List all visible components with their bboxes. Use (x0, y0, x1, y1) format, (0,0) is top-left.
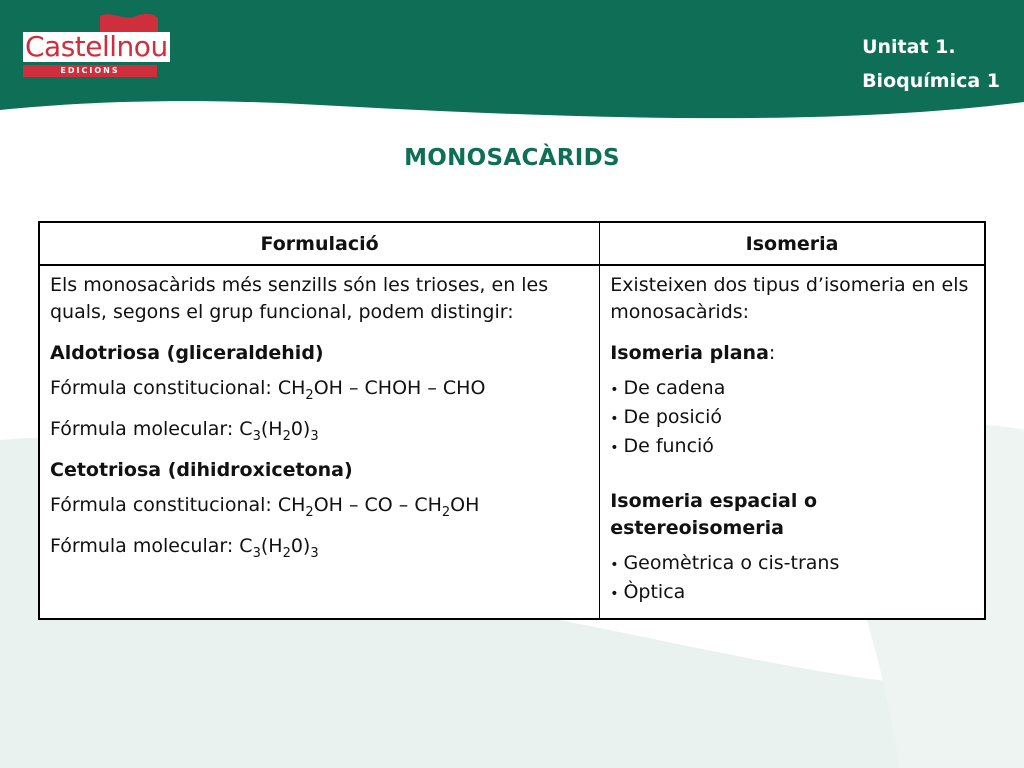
isomeria-cell (600, 265, 985, 619)
isomeria-intro: Existeixen dos tipus d’isomeria en els monosacàrids: (610, 274, 969, 323)
unit-number: Unitat 1. (862, 36, 956, 58)
isomeria-plana-heading: Isomeria plana: (610, 342, 776, 364)
cetotriosa-title: Cetotriosa (dihidroxicetona) (50, 459, 353, 481)
header-formulacio: Formulació (39, 222, 600, 265)
bullet-icon: • (610, 586, 619, 602)
list-item: • Geomètrica o cis-trans (610, 552, 840, 574)
monosaccharide-table (38, 221, 986, 620)
list-item: • De funció (610, 435, 714, 457)
bullet-icon: • (610, 440, 619, 456)
cetotriosa-molecular-formula: Fórmula molecular: $C_3(H_20)_3$ (50, 535, 319, 561)
cetotriosa-constitutional-formula: Fórmula constitucional: $CH_2OH$ – CO – $CH_2OH$ (50, 494, 480, 520)
header-isomeria: Isomeria (600, 222, 985, 265)
isomeria-espacial-heading: Isomeria espacial o estereoisomeria (610, 490, 818, 539)
logo-text: Castellnou (25, 30, 168, 63)
intro-text: Els monosacàrids més senzills són les trioses, en les quals, segons el grup funcional, podem distingir: (50, 274, 549, 323)
list-item: • De posició (610, 406, 723, 428)
unit-topic: Bioquímica 1 (862, 70, 1000, 92)
table-header-row (39, 222, 985, 265)
logo-subtitle: EDICIONS (23, 65, 157, 77)
page-title: MONOSACÀRIDS (404, 145, 620, 171)
aldotriosa-title: Aldotriosa (gliceraldehid) (50, 342, 324, 364)
bullet-icon: • (610, 382, 619, 398)
castellnou-logo (20, 10, 168, 78)
bullet-icon: • (610, 557, 619, 573)
isomeria-espacial-list (610, 550, 974, 608)
list-item: • Òptica (610, 581, 686, 603)
isomeria-plana-list (610, 375, 974, 462)
table-body-row (39, 265, 985, 619)
aldotriosa-molecular-formula: Fórmula molecular: $C_3(H_20)_3$ (50, 418, 319, 444)
unit-header (862, 30, 1000, 98)
aldotriosa-constitutional-formula: Fórmula constitucional: $CH_2OH$ – CHOH – CHO (50, 377, 486, 403)
list-item: • De cadena (610, 377, 726, 399)
formulacio-cell (39, 265, 600, 619)
bullet-icon: • (610, 411, 619, 427)
